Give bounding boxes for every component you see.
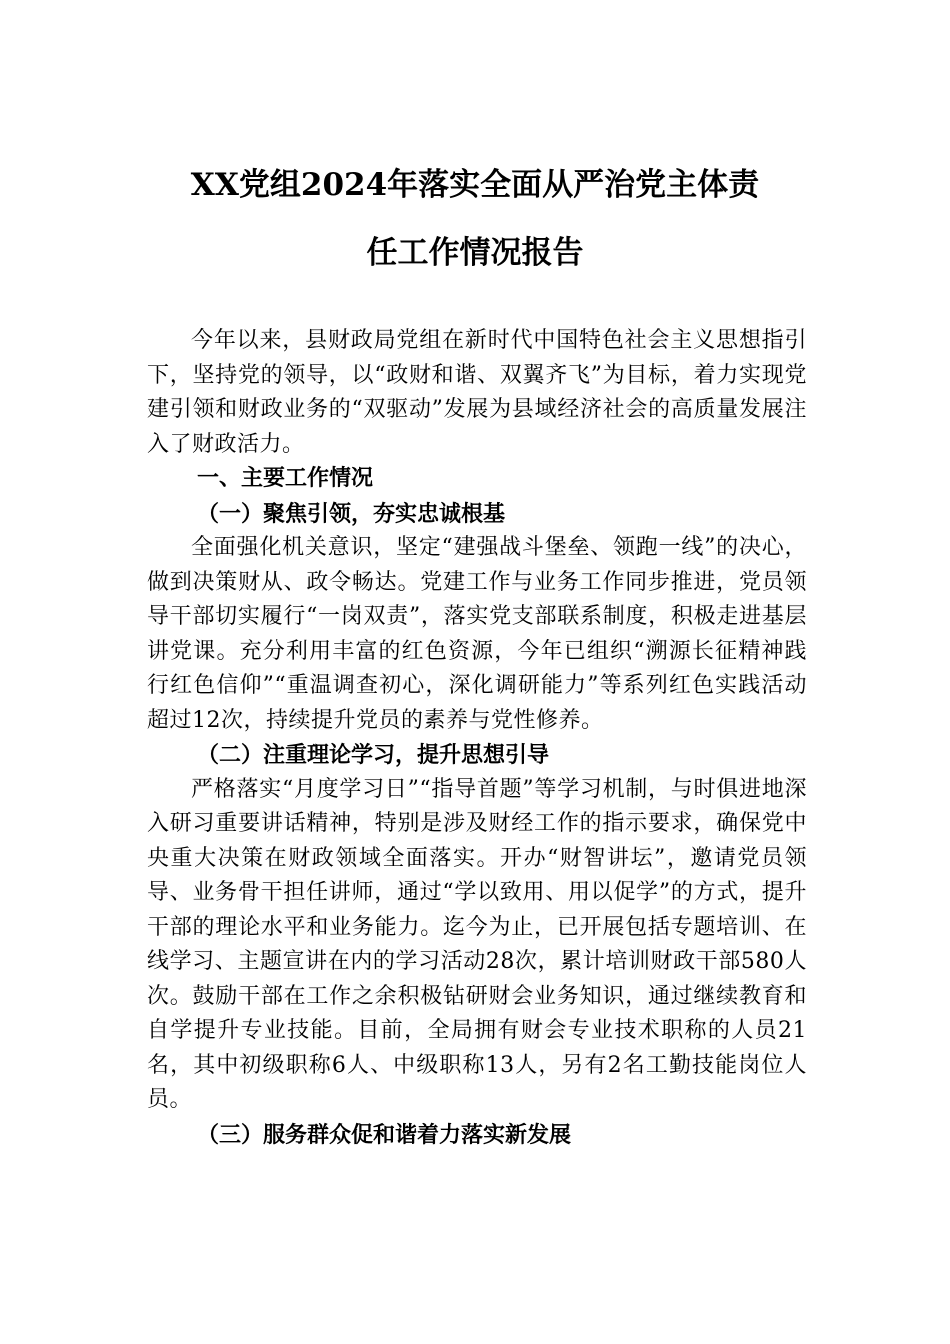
document-title-line-2: 任工作情况报告 [366, 235, 584, 271]
subsection-heading-1: （一）聚焦引领，夯实忠诚根基 [197, 500, 506, 527]
intro-paragraph: 今年以来，县财政局党组在新时代中国特色社会主义思想指引下，坚持党的领导，以“政财和谐、双翼齐飞”为目标，着力实现党建引领和财政业务的“双驱动”发展为县域经济社会的高质量发展注入了财政活力。 [147, 328, 807, 457]
subsection-2-paragraph: 严格落实“月度学习日”“指导首题”等学习机制，与时俱进地深入研习重要讲话精神，特别是涉及财经工作的指示要求，确保党中央重大决策在财政领域全面落实。开办“财智讲坛”，邀请党员领导、业务骨干担任讲师，通过“学以致用、用以促学”的方式，提升干部的理论水平和业务能力。迄今为止，已开展包括专题培训、在线学习、主题宣讲在内的学习活动28次，累计培训财政干部580人次。鼓励干部在工作之余积极钻研财会业务知识，通过继续教育和自学提升专业技能。目前，全局拥有财会专业技术职称的人员21名，其中初级职称6人、中级职称13人，另有2名工勤技能岗位人员。 [147, 776, 807, 1112]
subsection-heading-2: （二）注重理论学习，提升思想引导 [197, 742, 550, 768]
subsection-heading-3: （三）服务群众促和谐着力落实新发展 [197, 1121, 572, 1148]
section-heading-main-work: 一、主要工作情况 [197, 466, 374, 491]
document-title-line-1: XX党组2024年落实全面从严治党主体责 [190, 167, 760, 203]
subsection-1-paragraph: 全面强化机关意识，坚定“建强战斗堡垒、领跑一线”的决心，做到决策财从、政令畅达。党建工作与业务工作同步推进，党员领导干部切实履行“一岗双责”，落实党支部联系制度，积极走进基层讲党课。充分利用丰富的红色资源，今年已组织“溯源长征精神践行红色信仰”“重温调查初心，深化调研能力”等系列红色实践活动超过12次，持续提升党员的素养与党性修养。 [147, 535, 807, 733]
document-body [147, 324, 807, 1152]
